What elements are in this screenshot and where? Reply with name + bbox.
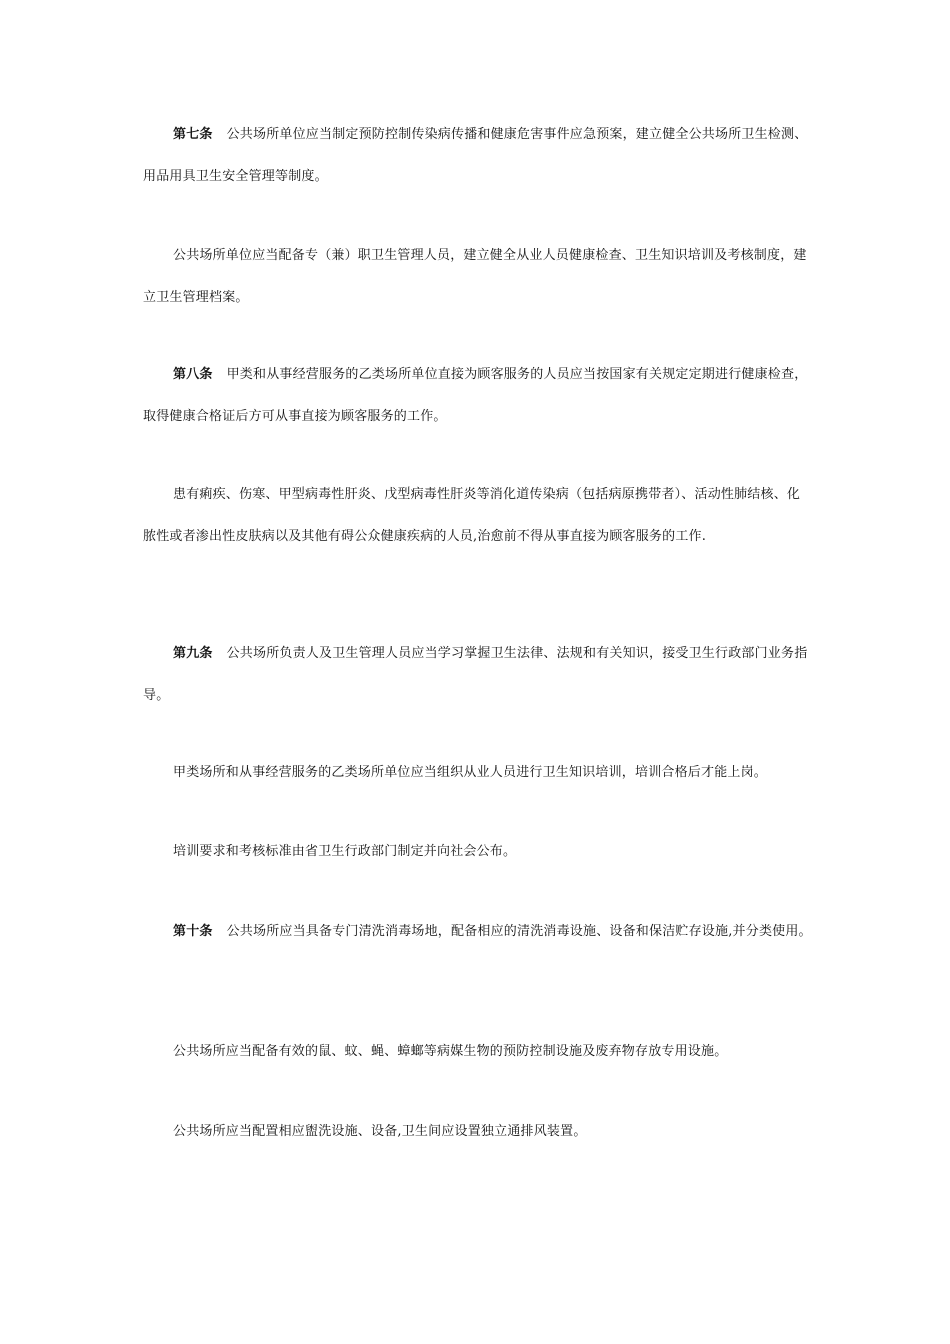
paragraph-text: 甲类和从事经营服务的乙类场所单位直接为顾客服务的人员应当按国家有关规定定期进行健康检查，取得健康合格证后方可从事直接为顾客服务的工作。 xyxy=(143,367,808,424)
paragraph-text: 患有痢疾、伤寒、甲型病毒性肝炎、戊型病毒性肝炎等消化道传染病（包括病原携带者）、活动性肺结核、化脓性或者渗出性皮肤病以及其他有碍公众健康疾病的人员,治愈前不得从事直接为顾客服务的工作. xyxy=(143,487,801,544)
paragraph-article-10-cont-1 xyxy=(143,1031,813,1073)
article-label: 第七条 xyxy=(173,127,213,142)
paragraph-text: 公共场所应当配置相应盥洗设施、设备,卫生间应设置独立通排风装置。 xyxy=(173,1124,587,1139)
paragraph-text: 公共场所单位应当制定预防控制传染病传播和健康危害事件应急预案，建立健全公共场所卫生检测、用品用具卫生安全管理等制度。 xyxy=(143,127,808,184)
paragraph-article-7 xyxy=(143,114,813,198)
paragraph-text: 公共场所应当具备专门清洗消毒场地，配备相应的清洗消毒设施、设备和保洁贮存设施,并分类使用。 xyxy=(226,924,812,939)
paragraph-article-7-cont xyxy=(143,235,813,319)
paragraph-text: 甲类场所和从事经营服务的乙类场所单位应当组织从业人员进行卫生知识培训，培训合格后才能上岗。 xyxy=(173,765,768,780)
paragraph-text: 公共场所负责人及卫生管理人员应当学习掌握卫生法律、法规和有关知识，接受卫生行政部门业务指导。 xyxy=(143,646,808,703)
paragraph-article-10 xyxy=(143,911,813,953)
paragraph-article-8-cont xyxy=(143,474,813,558)
paragraph-article-9-cont-1 xyxy=(143,752,813,794)
paragraph-text: 公共场所应当配备有效的鼠、蚊、蝇、蟑螂等病媒生物的预防控制设施及废弃物存放专用设施。 xyxy=(173,1044,728,1059)
article-label: 第十条 xyxy=(173,924,213,939)
paragraph-article-8 xyxy=(143,354,813,438)
article-label: 第九条 xyxy=(173,646,213,661)
paragraph-article-9 xyxy=(143,633,813,717)
paragraph-article-10-cont-2 xyxy=(143,1111,813,1153)
paragraph-text: 培训要求和考核标准由省卫生行政部门制定并向社会公布。 xyxy=(173,844,517,859)
article-label: 第八条 xyxy=(173,367,213,382)
paragraph-text: 公共场所单位应当配备专（兼）职卫生管理人员，建立健全从业人员健康检查、卫生知识培训及考核制度，建立卫生管理档案。 xyxy=(143,248,807,305)
paragraph-article-9-cont-2 xyxy=(143,831,813,873)
